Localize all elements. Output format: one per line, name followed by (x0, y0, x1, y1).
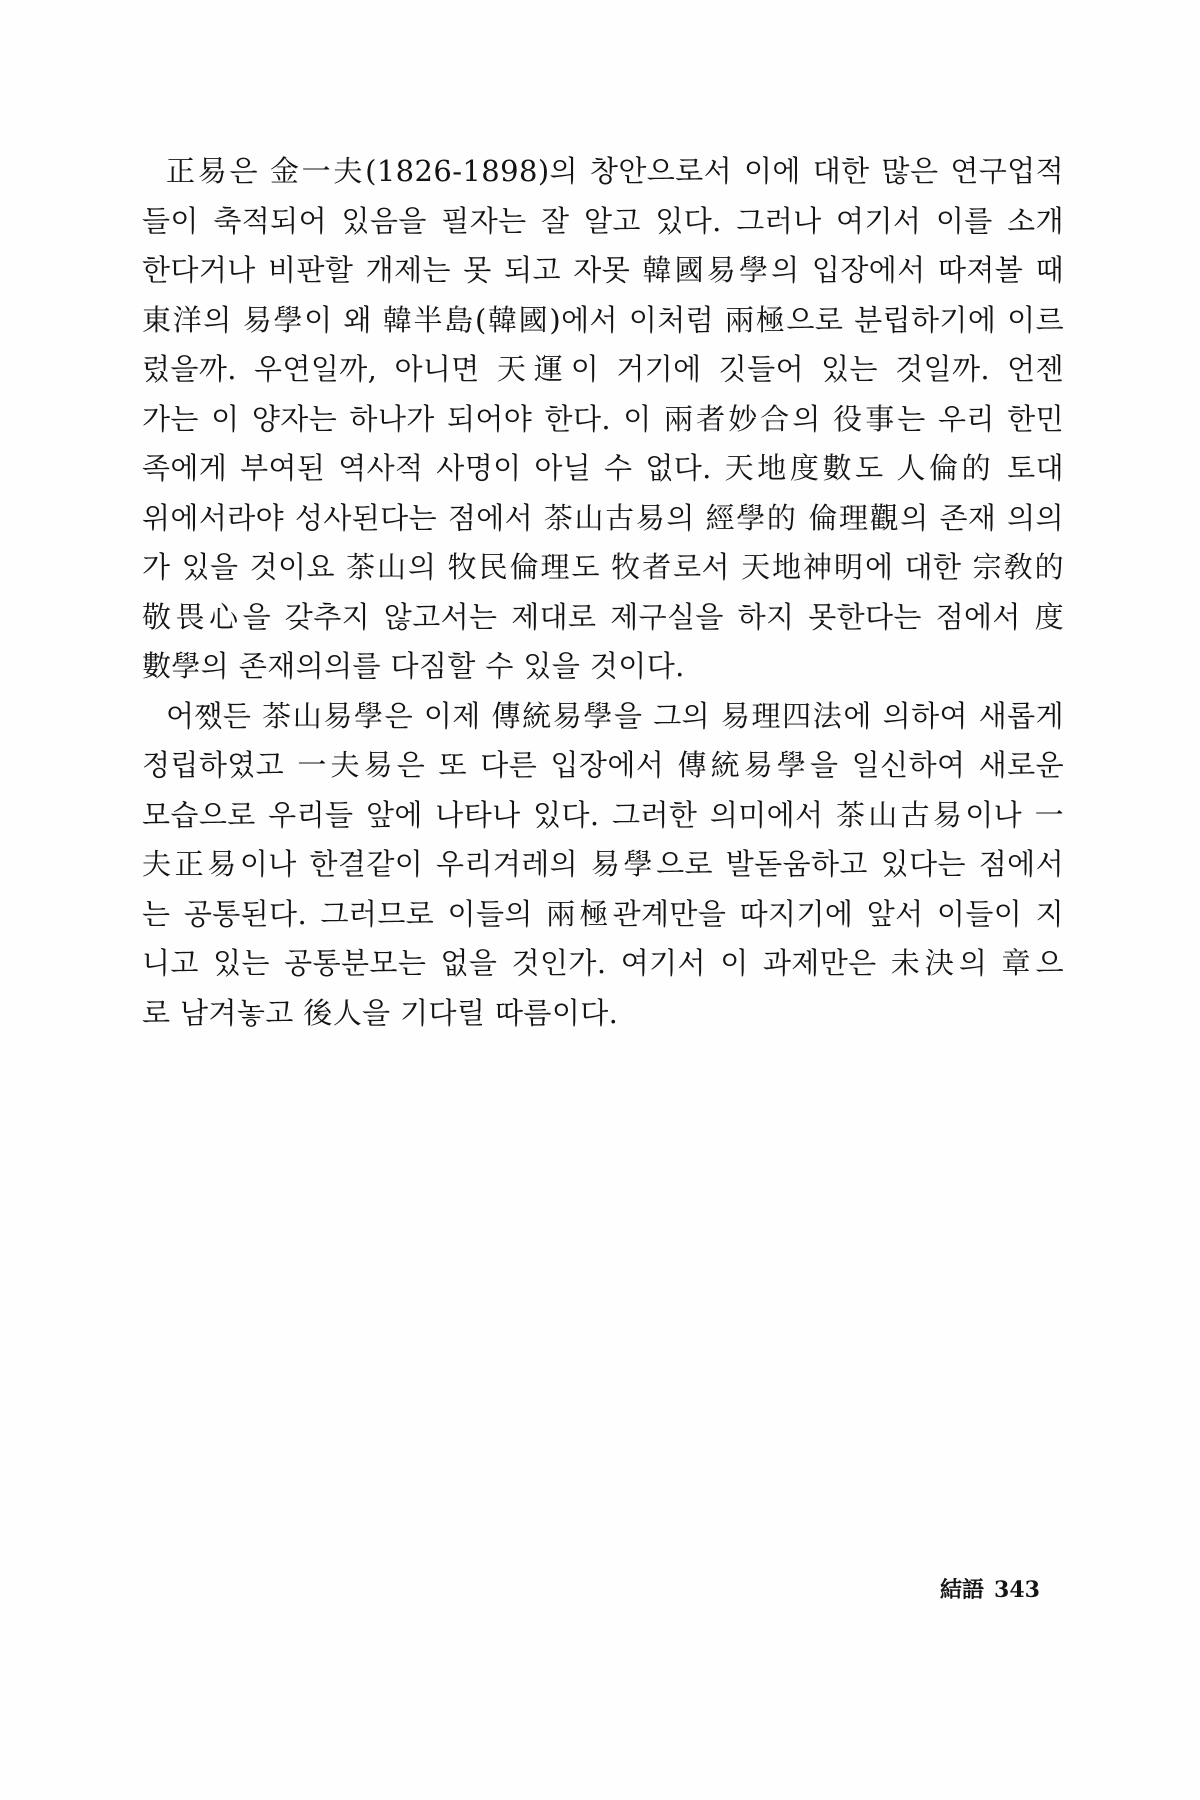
paragraph-1-line-2: 들이 축적되어 있음을 필자는 잘 알고 있다. 그러나 여기서 이를 소개 (142, 203, 1064, 238)
running-section-title: 結語 (940, 1577, 985, 1603)
paragraph-2-line-2: 정립하였고 一夫易은 또 다른 입장에서 傳統易學을 일신하여 새로운 (142, 748, 1064, 782)
paragraph-1-line-8: 위에서라야 성사된다는 점에서 茶山古易의 經學的 倫理觀의 존재 의의 (142, 500, 1064, 535)
page-footer (940, 1570, 1050, 1610)
paragraph-1-line-4: 東洋의 易學이 왜 韓半島(韓國)에서 이처럼 兩極으로 분립하기에 이르 (142, 302, 1064, 337)
paragraph-1-line-6: 가는 이 양자는 하나가 되어야 한다. 이 兩者妙合의 役事는 우리 한민 (142, 401, 1064, 436)
paragraph-1-line-9: 가 있을 것이요 茶山의 牧民倫理도 牧者로서 天地神明에 대한 宗敎的 (142, 550, 1064, 584)
paragraph-1-line-3: 한다거나 비판할 개제는 못 되고 자못 韓國易學의 입장에서 따져볼 때 (142, 253, 1064, 287)
paragraph-1-line-5: 렀을까. 우연일까, 아니면 天運이 거기에 깃들어 있는 것일까. 언젠 (142, 352, 1064, 386)
body-text (142, 147, 1064, 1038)
paragraph-1-line-7: 족에게 부여된 역사적 사명이 아닐 수 없다. 天地度數도 人倫的 토대 (142, 451, 1064, 485)
paragraph-2-line-7: 로 남겨놓고 後人을 기다릴 따름이다. (142, 995, 619, 1030)
paragraph-1-line-11: 數學의 존재의의를 다짐할 수 있을 것이다. (142, 649, 685, 683)
paragraph-2-line-6: 니고 있는 공통분모는 없을 것인가. 여기서 이 과제만은 未決의 章으 (142, 946, 1064, 980)
paragraph-2-line-3: 모습으로 우리들 앞에 나타나 있다. 그러한 의미에서 茶山古易이나 一 (142, 797, 1064, 832)
paragraph-1-line-10: 敬畏心을 갖추지 않고서는 제대로 제구실을 하지 못한다는 점에서 度 (142, 599, 1064, 634)
paragraph-2-line-5: 는 공통된다. 그러므로 이들의 兩極관계만을 따지기에 앞서 이들이 지 (142, 896, 1064, 931)
page-number: 343 (994, 1577, 1040, 1603)
paragraph-2-line-4: 夫正易이나 한결같이 우리겨레의 易學으로 발돋움하고 있다는 점에서 (142, 847, 1064, 881)
paragraph-2-line-1: 어쨌든 茶山易學은 이제 傳統易學을 그의 易理四法에 의하여 새롭게 (166, 698, 1064, 733)
paragraph-1-line-1: 正易은 金一夫(1826-1898)의 창안으로서 이에 대한 많은 연구업적 (166, 154, 1064, 188)
